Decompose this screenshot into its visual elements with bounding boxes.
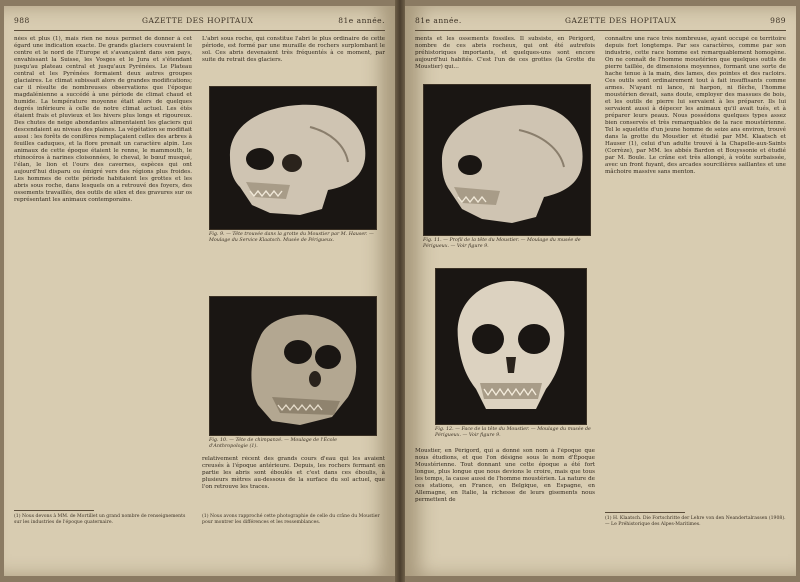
- right-page-year: 81e année.: [415, 16, 462, 25]
- left-footnote-rule: [14, 510, 94, 511]
- right-footnote-rule: [605, 512, 685, 513]
- left-page-header: [14, 16, 385, 28]
- left-page-year: 81e année.: [338, 16, 385, 25]
- right-header-rule: [415, 30, 786, 31]
- left-column-2-bottom-text: relativement récent des grands cours d'eau qui les avaient creusés à l'époque antérieure. Depuis, les rochers fermant en partie les abris sont éboulés et c'est dans ces éboulis, à plusieurs mètres au-dessous de la surface du sol actuel, que l'on retrouve les traces.: [202, 456, 385, 490]
- left-column-2-top: [202, 36, 385, 80]
- right-column-2-text: connaître une race très nombreuse, ayant occupé ce territoire depuis fort longtemps. Par ses caractères, comme par son industrie, cette race homme est remarquablement homogène. On ne connaît de l'homme moustérien que quelques outils de pierre taillée, de dimensions moyennes, formant une sorte de hache tenue à la main, des lames, des pointes et des racloirs. Ces outils sont ordinairement tout à fait insuffisants comme armes. N'ayant ni lance, ni harpon, ni flèche, l'homme moustérien devait, sans doute, employer des massues de bois, et les outils de pierre lui servaient à les préparer. Ils lui servaient aussi à dépecer les animaux qu'il avait tués, et à préparer leurs peaux. Nous possédons quelques types assez bien conservés et très remarquables de la race moustérienne. Tel le squelette d'un jeune homme de seize ans environ, trouvé dans la grotte du Moustier et étudié par MM. Klaatsch et Hauser (1), celui d'un adulte trouvé à la Chapelle-aux-Saints (Corrèze), par MM. les abbés Bardon et Bouyssonie et étudié par M. Boule. Le crâne est très allongé, à voûte surbaissée, avec un front fuyant, des arcades sourcilières saillantes et une mâchoire massive sans menton.: [605, 36, 786, 175]
- left-column-1: [14, 36, 192, 501]
- right-page-title: GAZETTE DES HOPITAUX: [565, 16, 677, 25]
- left-column-2-bottom: [202, 456, 385, 502]
- right-footnote: (1) H. Klaatsch. Die Fortschritte der Lehre von den Neandertalrassen (1908). — Le Préhistorique des Alpes-Maritimes.: [605, 516, 786, 527]
- figure-9-photo: [209, 86, 377, 230]
- left-column-2-top-text: L'abri sous roche, qui constitue l'abri le plus ordinaire de cette période, est formé par une muraille de rochers surplombant le sol. Ces abris devenaient très fréquentés à ce moment, par suite du retrait des glaciers.: [202, 36, 385, 63]
- right-column-1-bottom: [415, 448, 595, 508]
- chimpanzee-skull-image: [210, 297, 376, 435]
- figure-9-caption: Fig. 9. — Tête trouvée dans la grotte du Moustier par M. Hauser. — Moulage du Service Klaatsch. Musée de Périgueux.: [209, 232, 374, 243]
- figure-11-caption: Fig. 11. — Profil de la tête du Moustier. — Moulage du musée de Périgueux. — Voir figure 9.: [423, 238, 581, 249]
- right-column-1-bottom-text: Moustier, en Périgord, qui a donné son nom à l'époque que nous étudions, et que l'on désigne sous le nom d'Époque Moustérienne. Tout donnant une cette époque a été fort longue, plus longue que nous devions le croire, mais que tous les temps, la cause aussi de l'homme moustérien. La nature de ces stations, en France, en Belgique, en Espagne, en Allemagne, en Italie, la richesse de leurs gisements nous permettent de: [415, 448, 595, 503]
- skull-front-image: [436, 269, 586, 424]
- right-page: [405, 6, 796, 576]
- left-page: [4, 6, 395, 576]
- skull-lateral-image: [210, 87, 376, 229]
- figure-12-caption: Fig. 12. — Face de la tête du Moustier. — Moulage du musée de Périgueux. — Voir figure 9.: [435, 427, 591, 438]
- figure-11-photo: [423, 84, 591, 236]
- book-gutter: [395, 0, 405, 582]
- figure-12-photo: [435, 268, 587, 425]
- left-footnote-1: (1) Nous devons à MM. de Mortillet un grand nombre de renseignements sur les industries de l'époque quaternaire.: [14, 514, 186, 525]
- right-page-number: 989: [770, 16, 786, 25]
- left-column-1-text: nées et plus (1), mais rien ne nous permet de donner à cet égard une indication exacte. De grands glaciers couvraient le centre et le nord de l'Europe et s'avançaient dans son pays, envahissant la Suisse, les Vosges et le Jura et s'étendant jusqu'au plateau central et jusqu'aux Pyrénées. Le Plateau central et les Pyrénées formaient deux autres groupes glaciaires. Le climat subissait alors de grandes modifications; car il résulte de nombreuses observations que l'époque magdalénienne a succédé à une période de climat chaud et humide. La température moyenne était alors de quelques degrés inférieure à celle de notre climat actuel. Les étés étaient frais et pluvieux et les hivers plus longs et rigoureux. Des chutes de neige abondantes alimentaient les glaciers qui descendaient au niveau des plaines. La végétation se modifiait aussi : les forêts de conifères remplaçaient celles des arbres à feuilles caduques, et la flore prenait un caractère alpin. Les animaux de cette époque étaient le renne, le mammouth, le rhinocéros à narines cloisonnées, le cheval, le bœuf musqué, l'élan, le lion et l'ours des cavernes, espèces qui ont aujourd'hui disparu ou émigré vers des régions plus froides. Les hommes de cette période habitaient les grottes et les abris sous roche, dans lesquels on a retrouvé des foyers, des ossements travaillés, des outils de silex et des gravures sur os représentant les animaux contemporains.: [14, 36, 192, 203]
- right-column-1-top: [415, 36, 595, 80]
- skull-profile-image: [424, 85, 590, 235]
- left-page-title: GAZETTE DES HOPITAUX: [142, 16, 254, 25]
- right-column-2: [605, 36, 786, 492]
- figure-10-caption: Fig. 10. — Tête de chimpanzé. — Moulage de l'École d'Anthropologie (1).: [209, 438, 337, 449]
- left-page-number: 988: [14, 16, 30, 25]
- figure-10-photo: [209, 296, 377, 436]
- right-column-1-top-text: ments et les ossements fossiles. Il subsiste, en Périgord, nombre de ces abris rocheux, qui ont été autrefois préhistoriques importants, et quelques-uns sont encore aujourd'hui habités. C'est l'un de ces grottes (la Grotte du Moustier) qui...: [415, 36, 595, 70]
- left-header-rule: [14, 30, 385, 31]
- left-footnote-2: (1) Nous avons rapproché cette photographie de celle du crâne du Moustier pour montrer les différences et les ressemblances.: [202, 514, 380, 525]
- right-page-header: [415, 16, 786, 28]
